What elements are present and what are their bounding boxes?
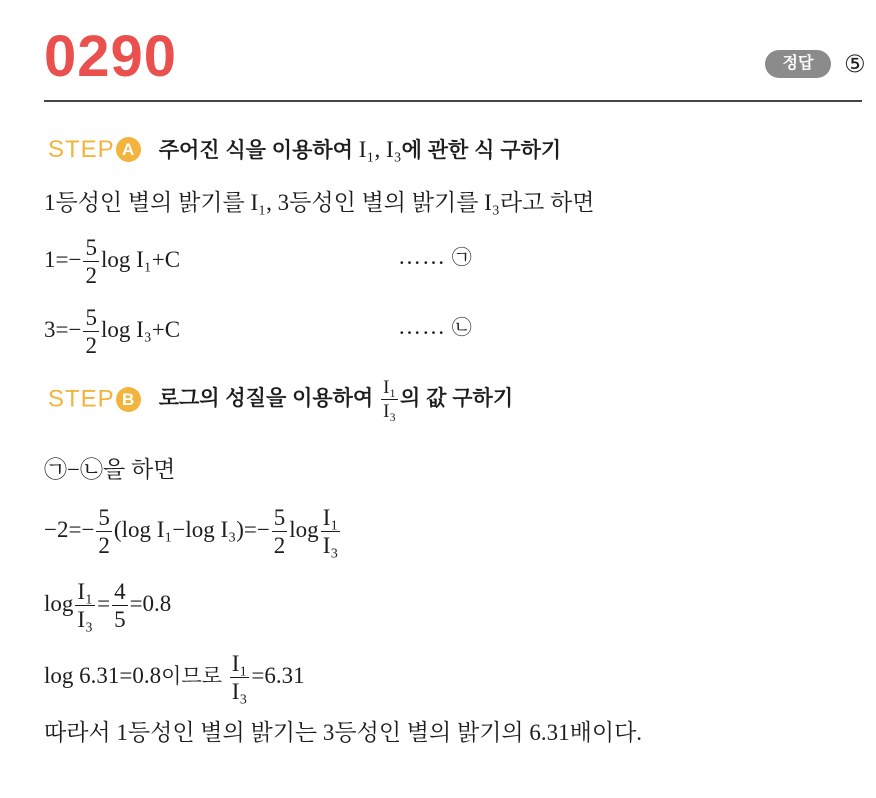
eq3-frac3-num: I₁ <box>322 505 339 530</box>
eq5-part-1: log 6.31=0.8 <box>44 662 162 688</box>
eq4-fraction-1 <box>75 580 95 631</box>
eq3-frac1-den: 2 <box>98 533 110 558</box>
eq3-part-1: −2=− <box>44 516 95 542</box>
eq5-fraction <box>230 652 250 703</box>
problem-number: 0290 <box>44 24 178 89</box>
eq2-frac-num: 5 <box>85 305 97 330</box>
step-b-badge: B <box>116 387 141 412</box>
eq2-frac-den: 2 <box>85 333 97 358</box>
conclusion: 따라서 1등성인 별의 밝기는 3등성인 별의 밝기의 6.31배이다. <box>44 720 643 745</box>
eq4-fraction-2 <box>112 580 128 631</box>
eq4-part-1: log <box>44 590 74 616</box>
step-b-label: STEP <box>48 385 115 413</box>
eq4-frac1-num: I₁ <box>77 579 94 604</box>
step-b-title <box>158 377 514 422</box>
step-b-title-text-2: 의 값 구하기 <box>400 387 514 411</box>
eq3-frac1-num: 5 <box>98 505 110 530</box>
step-a-line-1: 1등성인 별의 밝기를 I₁, 3등성인 별의 밝기를 I₃라고 하면 <box>44 190 595 215</box>
eq2-dots: …… <box>398 314 446 339</box>
eq3-fraction-2 <box>272 506 288 557</box>
eq5-frac-num: I₁ <box>231 651 248 676</box>
step-a-title-math: I₁, I₃ <box>358 137 402 162</box>
eq4-frac2-den: 5 <box>114 607 126 632</box>
eq2-fraction <box>83 306 99 357</box>
eq1-frac-den: 2 <box>85 263 97 288</box>
eq1-lhs: 1=− <box>44 246 82 272</box>
eq4-frac2-num: 4 <box>114 579 126 604</box>
eq1-tag <box>398 242 472 272</box>
eq4-part-2: = <box>97 590 111 616</box>
eq2-tag <box>398 312 472 342</box>
eq1-fraction <box>83 236 99 287</box>
eq2-lhs: 3=− <box>44 316 82 342</box>
eq1-frac-num: 5 <box>85 235 97 260</box>
eq3-fraction-3 <box>321 506 341 557</box>
eq5-korean: 이므로 <box>161 664 222 688</box>
equation-1 <box>44 236 180 287</box>
eq3-frac2-num: 5 <box>273 505 286 530</box>
step-a-label: STEP <box>48 136 115 163</box>
eq3-part-3: log <box>289 516 319 542</box>
step-a-title <box>159 139 561 162</box>
eq2-marker: ㉡ <box>451 315 472 339</box>
eq3-frac2-den: 2 <box>273 533 286 558</box>
answer-badge: 정답 <box>765 50 831 78</box>
step-b-frac-den: I₃ <box>383 401 397 422</box>
eq4-part-3: =0.8 <box>129 590 172 616</box>
eq3-fraction-1 <box>96 506 112 557</box>
answer-value: ⑤ <box>844 50 866 78</box>
eq3-part-2: (log I₁−log I₃)=− <box>113 516 270 542</box>
header-divider <box>44 100 862 102</box>
step-b-frac-num: I₁ <box>383 377 397 398</box>
step-b-title-text: 로그의 성질을 이용하여 <box>158 387 374 411</box>
equation-5 <box>44 652 305 703</box>
eq2-rest: log I₃+C <box>100 316 181 342</box>
eq1-dots: …… <box>398 244 446 269</box>
step-a-heading <box>48 134 561 164</box>
step-a-badge: A <box>116 137 141 162</box>
step-b-heading <box>48 378 513 421</box>
step-b-title-fraction <box>381 378 398 421</box>
eq3-frac3-den: I₃ <box>322 533 339 558</box>
eq1-marker: ㉠ <box>451 245 472 269</box>
step-a-title-text-2: 에 관한 식 구하기 <box>401 139 562 162</box>
eq5-part-2: =6.31 <box>251 662 305 688</box>
equation-2 <box>44 306 180 357</box>
step-a-title-text: 주어진 식을 이용하여 <box>158 139 353 162</box>
eq5-frac-den: I₃ <box>231 679 248 704</box>
equation-3 <box>44 506 342 557</box>
eq1-rest: log I₁+C <box>100 246 181 272</box>
step-b-line-1: ㉠−㉡을 하면 <box>44 457 176 482</box>
equation-4 <box>44 580 171 631</box>
eq4-frac1-den: I₃ <box>77 607 94 632</box>
